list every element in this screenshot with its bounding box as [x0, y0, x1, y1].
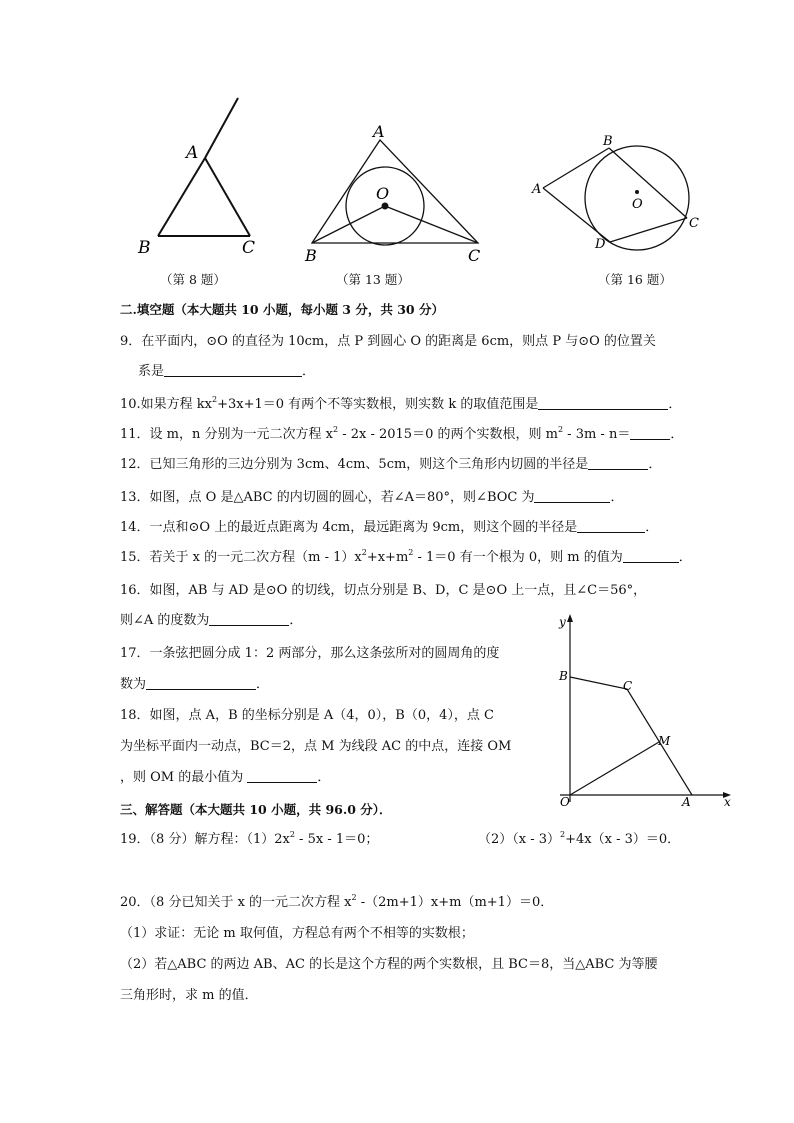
question-20-part2: （2）若△ABC 的两边 AB、AC 的长是这个方程的两个实数根，且 BC＝8，当△ABC 为等腰: [120, 957, 658, 972]
label-o: O: [376, 184, 390, 203]
triangle-abc: [312, 140, 478, 243]
y-axis-arrow: [567, 614, 573, 622]
label-a: A: [532, 182, 542, 197]
question-16-cont: 则∠A 的度数为 ．: [120, 613, 303, 628]
chord-bc: [609, 148, 687, 218]
section-title-fill-blank: 二.填空题（本大题共 10 小题，每小题 3 分，共 30 分）: [120, 302, 444, 317]
question-9-cont: 系是 ．: [138, 364, 316, 379]
question-20: 20．（8 分已知关于 x 的一元二次方程 $x^2$ -（2m+1）x+m（m+1）＝0．: [120, 893, 554, 910]
question-15: 15．若关于 x 的一元二次方程$(m - 1)x^2+x+m^2 - 1=0$ 有一个根为 0，则 m 的值为 ．: [120, 548, 692, 565]
tangent-ab: [543, 148, 609, 188]
segment-oc: [385, 206, 478, 243]
path-bca: [570, 677, 692, 795]
question-16: 16．如图，AB 与 AD 是⊙O 的切线，切点分别是 B、D，C 是⊙O 上一点，且∠C＝56°，: [120, 583, 647, 598]
figure-q13: [300, 120, 500, 270]
label-b: B: [138, 238, 151, 258]
question-17: 17．一条弦把圆分成 1：2 两部分，那么这条弦所对的圆周角的度: [120, 646, 500, 661]
caption-q16: （第 16 题）: [598, 272, 672, 287]
question-11: 11．设 m，n 分别为一元二次方程 $x^2 - 2x - 2015=0$ 的两个实数根，则 $m^2 - 3m - n=$ ．: [120, 425, 684, 442]
label-o: O: [632, 197, 643, 212]
question-20-part1: （1）求证：无论 m 取何值，方程总有两个不相等的实数根；: [120, 926, 474, 941]
question-10: 10.如果方程 $kx^2+3x+1=0$ 有两个不等实数根，则实数 k 的取值范围是 ．: [120, 395, 682, 412]
center-point: [382, 203, 389, 210]
caption-q8: （第 8 题）: [160, 272, 226, 287]
label-d: D: [595, 237, 606, 252]
figure-q8: [130, 90, 280, 260]
label-a: A: [373, 122, 385, 141]
question-12: 12．已知三角形的三边分别为 3cm、4cm、5cm，则这个三角形内切圆的半径是 ．: [120, 457, 662, 472]
question-17-cont: 数为 ．: [120, 677, 270, 692]
side-ac: [205, 158, 250, 236]
label-b: B: [603, 134, 613, 149]
question-18: 18．如图，点 A，B 的坐标分别是 A（4，0），B（0，4），点 C: [120, 708, 494, 723]
question-9: 9．在平面内，⊙O 的直径为 10cm，点 P 到圆心 O 的距离是 6cm，则点 P 与⊙O 的位置关: [120, 334, 656, 349]
chord-dc: [610, 218, 687, 242]
label-c: C: [242, 238, 256, 258]
label-c: C: [623, 679, 633, 693]
question-20-part2-cont: 三角形时，求 m 的值．: [120, 988, 258, 1003]
tangent-ad: [543, 188, 610, 242]
side-ab: [158, 158, 205, 236]
question-18-cont: 为坐标平面内一动点，BC＝2，点 M 为线段 AC 的中点，连接 OM: [120, 739, 512, 754]
label-x: x: [724, 795, 731, 809]
label-c: C: [689, 216, 699, 231]
section-title-solutions: 三、解答题（本大题共 10 小题，共 96.0 分）．: [120, 802, 392, 817]
label-a: A: [682, 795, 691, 809]
center-point: [635, 190, 639, 194]
caption-q13: （第 13 题）: [336, 272, 410, 287]
label-y: y: [559, 615, 566, 629]
label-m: M: [658, 734, 671, 748]
segment-om: [570, 742, 659, 795]
question-13: 13．如图，点 O 是△ABC 的内切圆的圆心，若∠A＝80°，则∠BOC 为 ．: [120, 490, 624, 505]
label-a: A: [186, 143, 199, 163]
figure-q16: [525, 130, 710, 260]
figure-q18: [555, 612, 740, 812]
ray-line: [205, 98, 238, 158]
question-19: 19．（8 分）解方程：$(1)2x^2 - 5x - 1=0$；: [120, 830, 379, 847]
question-19-part2: （2）（x - 3）$^2$+4x（x - 3）＝0．: [478, 830, 681, 847]
question-18-cont2: ，则 OM 的最小值为 ．: [120, 770, 331, 785]
question-14: 14．一点和⊙O 上的最近点距离为 4cm，最远距离为 9cm，则这个圆的半径是 ．: [120, 520, 659, 535]
label-b: B: [559, 669, 568, 683]
label-o: O: [560, 795, 570, 809]
label-c: C: [468, 246, 481, 265]
segment-ob: [312, 206, 385, 243]
label-b: B: [305, 246, 317, 265]
